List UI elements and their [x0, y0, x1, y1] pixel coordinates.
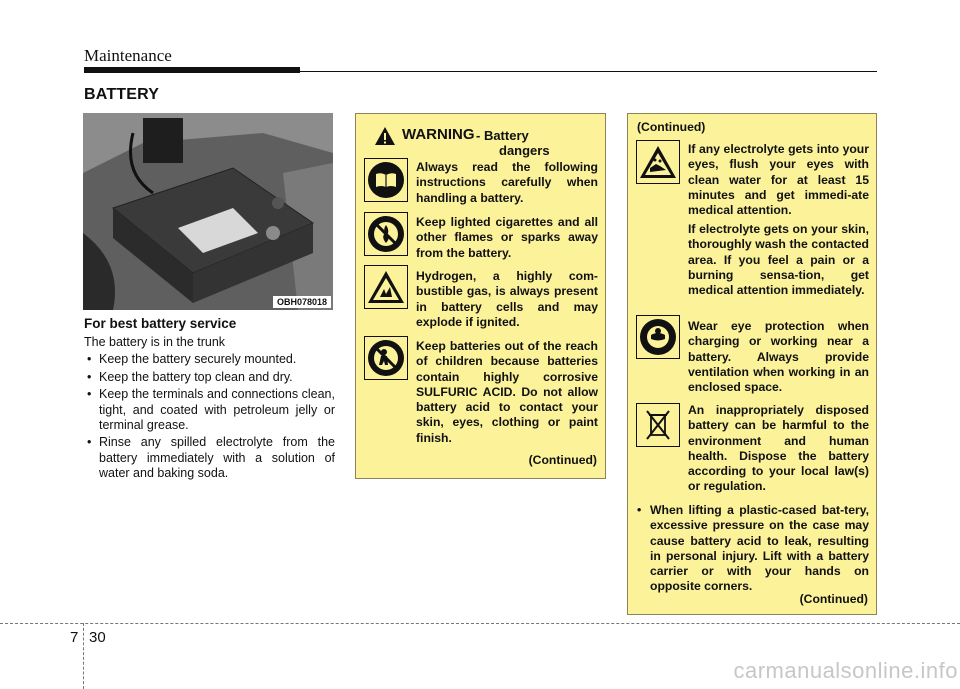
warning-box: [355, 113, 606, 479]
manual-book-icon: [364, 158, 408, 202]
corrosive-icon: [636, 140, 680, 184]
eye-protection-icon: [636, 315, 680, 359]
continuation-bullet-text: When lifting a plastic-cased bat-tery, excessive pressure on the case may cause battery acid to leak, resulting in personal injury. Lift with a battery carrier or with your hands on opposite corners.: [650, 503, 869, 594]
continuation-box: [627, 113, 877, 615]
header-section-title: Maintenance: [84, 46, 172, 65]
warning-item-text: Keep batteries out of the reach of children because batteries contain highly corrosive SULFURIC ACID. Do not allow battery acid to contact your skin, eyes, clothing or paint finish.: [416, 339, 598, 445]
continuation-continued: (Continued): [799, 592, 868, 606]
header-bar: [84, 67, 300, 73]
continuation-text: If electrolyte gets on your skin, thoroughly wash the contacted area. If you feel a pain or a burning sensa-tion, get medical attention immediately.: [688, 222, 869, 298]
service-bullet: • Keep the battery top clean and dry.: [84, 370, 335, 385]
page-chapter: 7: [70, 629, 79, 646]
watermark: carmanualsonline.info: [733, 658, 958, 683]
keep-away-children-icon: [364, 336, 408, 380]
service-bullet: • Keep the terminals and connections clean, tight, and coated with petroleum jelly or terminal grease.: [84, 387, 335, 433]
continuation-text: An inappropriately disposed battery can be harmful to the environment and human health. Dispose the battery according to your local law(s) or regulation.: [688, 403, 869, 494]
header-rule: [300, 71, 877, 72]
footer-divider: [83, 623, 84, 689]
continuation-text: If any electrolyte gets into your eyes, flush your eyes with clean water for at least 15 minutes and get immedi-ate medical attention.: [688, 142, 869, 218]
service-heading: For best battery service: [84, 316, 237, 331]
footer-rule: [0, 623, 960, 624]
warning-title: - Battery: [476, 128, 529, 143]
warning-item-text: Always read the following instructions carefully when handling a battery.: [416, 160, 598, 205]
warning-item-text: Keep lighted cigarettes and all other flames or sparks away from the battery.: [416, 215, 598, 260]
warning-word: WARNING: [402, 126, 475, 143]
warning-title-2: dangers: [499, 143, 550, 158]
explosive-icon: [364, 265, 408, 309]
warning-triangle-icon: [374, 126, 396, 146]
disposal-bin-icon: [636, 403, 680, 447]
continuation-text: Wear eye protection when charging or working near a battery. Always provide ventilation when working in an enclosed space.: [688, 319, 869, 395]
continuation-bullet: [637, 503, 869, 595]
bullet-mark: •: [637, 503, 642, 517]
service-body: [84, 335, 335, 482]
no-flame-icon: [364, 212, 408, 256]
continuation-heading: (Continued): [637, 120, 706, 134]
warning-header: [366, 122, 601, 162]
service-bullet: • Rinse any spilled electrolyte from the battery immediately with a solution of water and baking soda.: [84, 435, 335, 481]
page-title: BATTERY: [84, 86, 160, 103]
service-bullet: • Keep the battery securely mounted.: [84, 352, 335, 367]
warning-item-text: Hydrogen, a highly com-bustible gas, is always present in battery cells and may explode if ignited.: [416, 269, 598, 329]
photo-code: OBH078018: [273, 296, 331, 308]
warning-continued: (Continued): [528, 453, 597, 467]
battery-photo: [83, 113, 333, 310]
page-number: 30: [89, 629, 106, 646]
battery-illustration: [83, 113, 333, 310]
service-intro: The battery is in the trunk: [84, 335, 226, 349]
